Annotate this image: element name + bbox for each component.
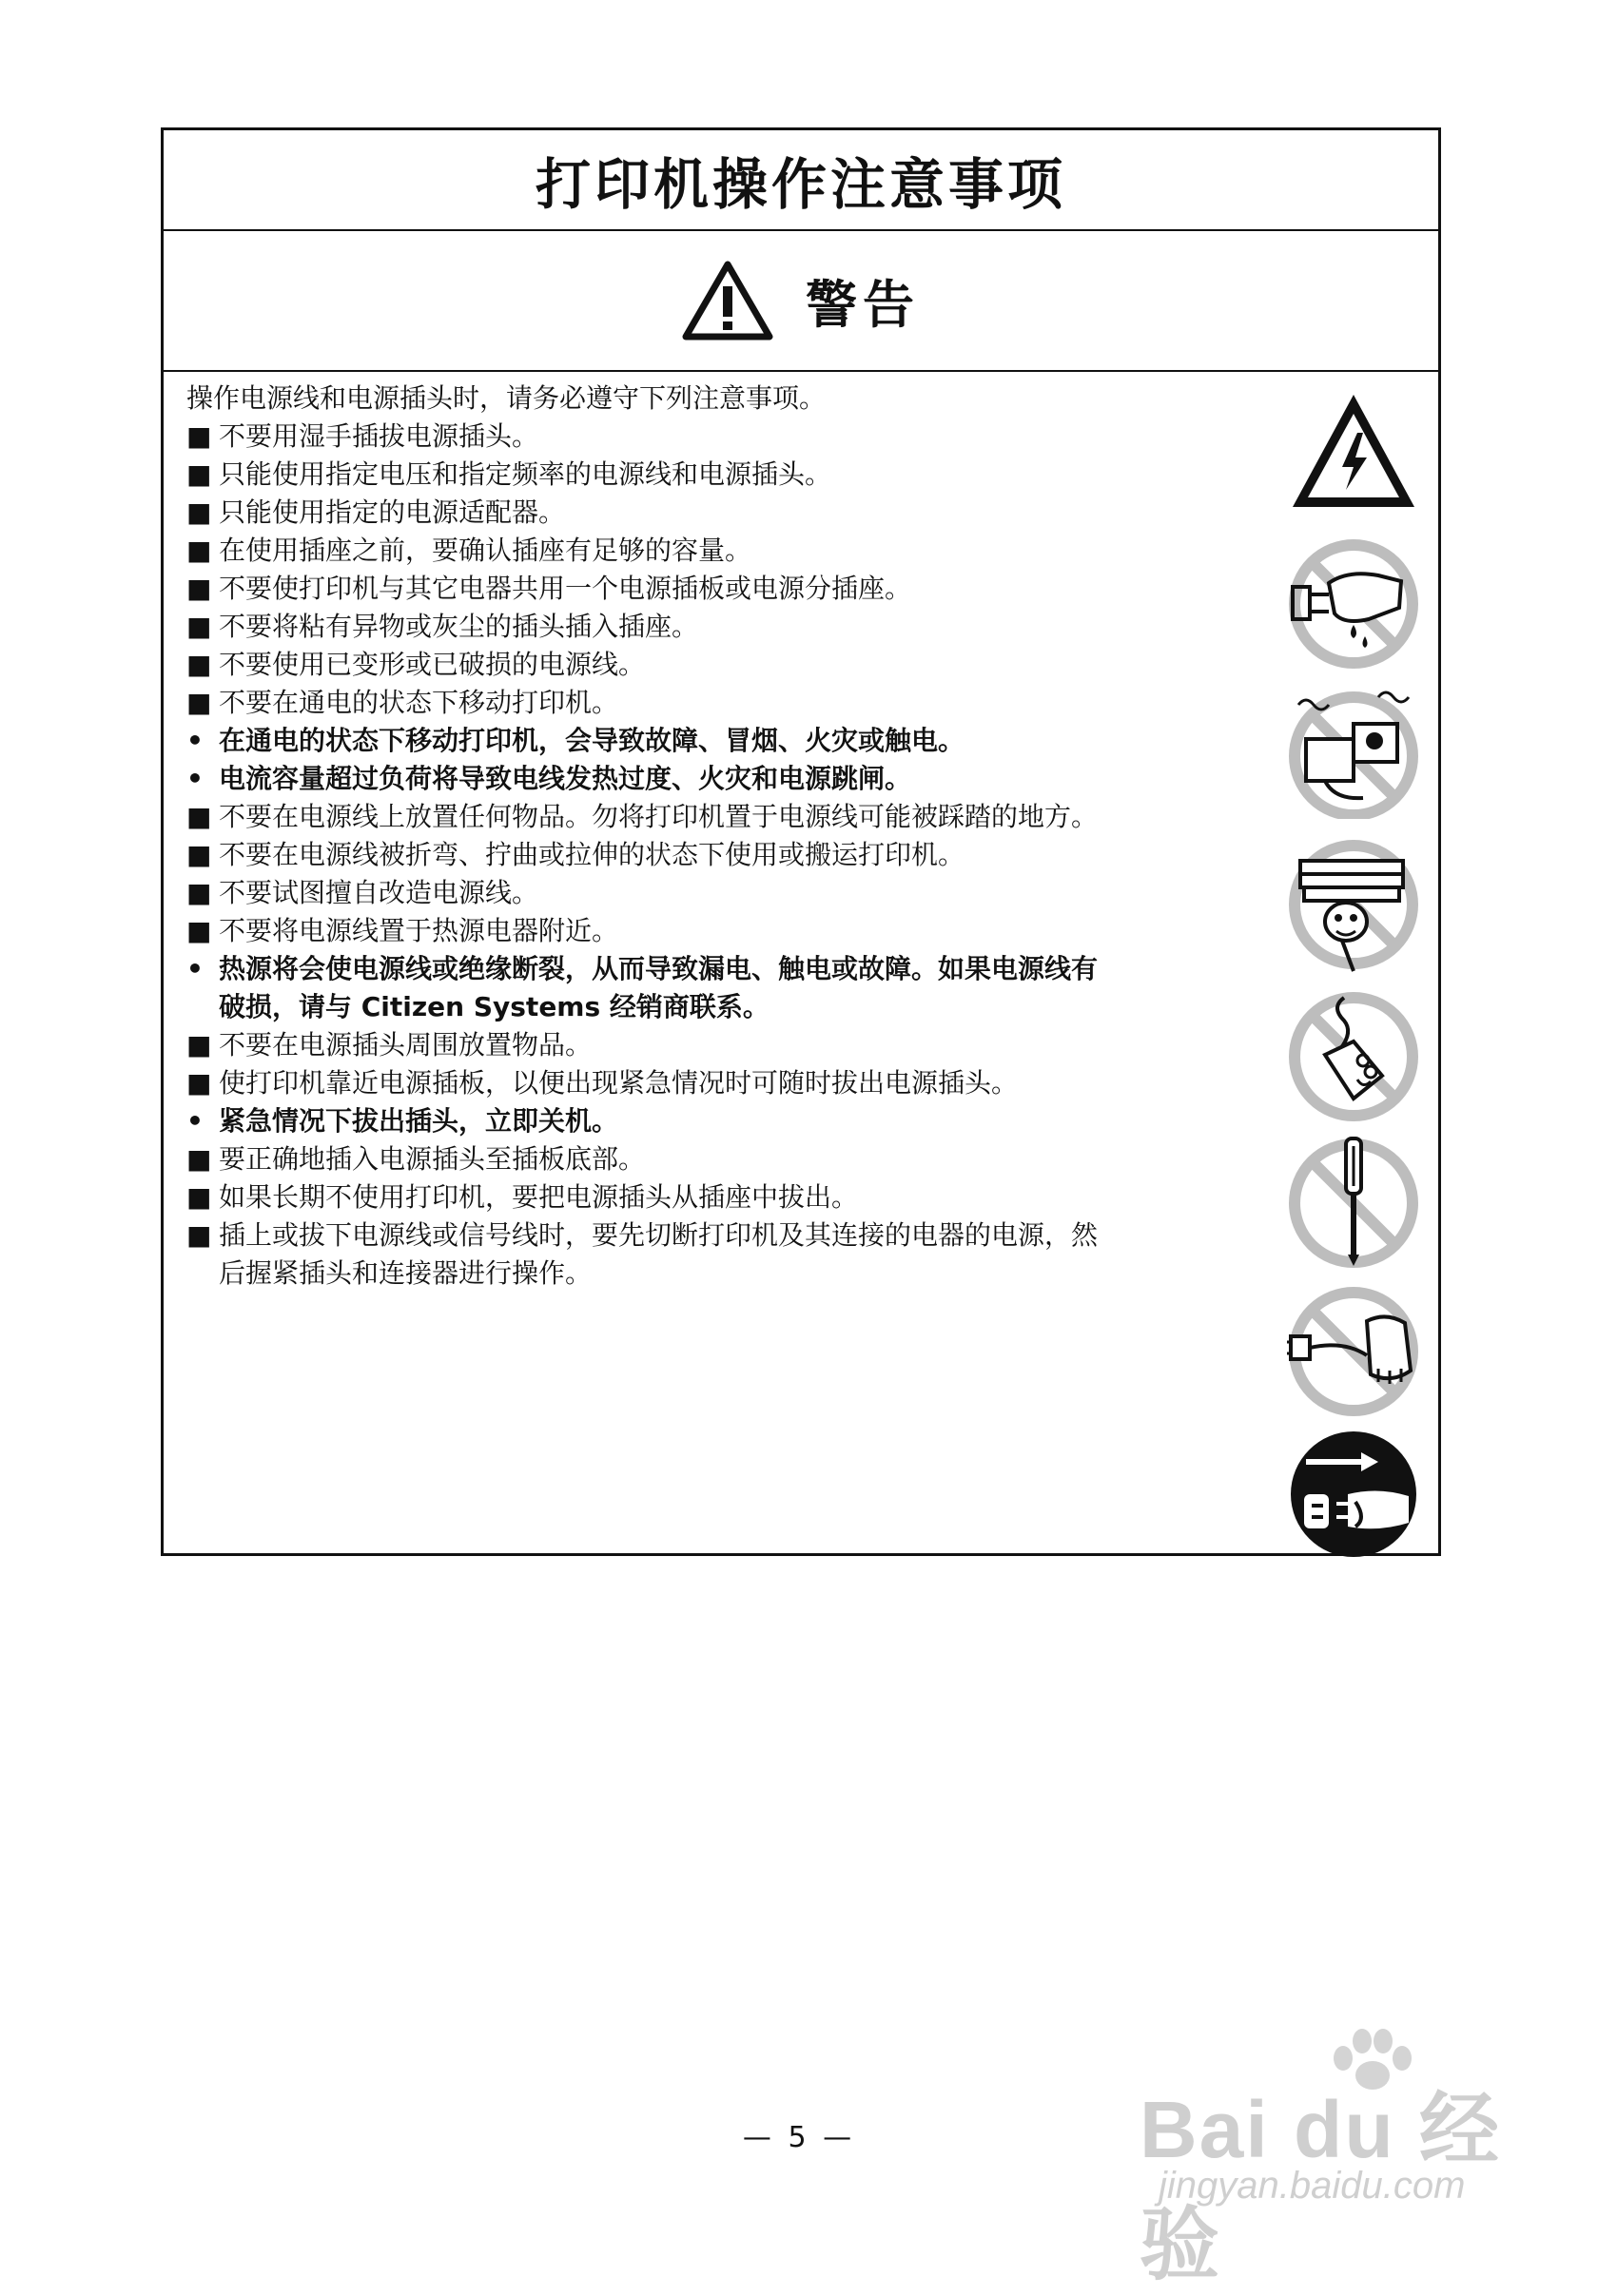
list-item-text: 紧急情况下拔出插头，立即关机。 [219, 1105, 619, 1137]
list-item-text: 只能使用指定电压和指定频率的电源线和电源插头。 [219, 458, 832, 490]
baidu-jingyan-watermark [1130, 2026, 1549, 2289]
square-bullet-icon: ■ [186, 877, 212, 908]
unplug-icon [1287, 1428, 1420, 1561]
list-item [186, 1178, 1299, 1216]
list-item-text: 不要在电源线被折弯、拧曲或拉伸的状态下使用或搬运打印机。 [219, 839, 965, 870]
square-bullet-icon: ■ [186, 839, 212, 870]
list-item-text: 后握紧插头和连接器进行操作。 [219, 1257, 593, 1289]
dot-bullet-icon: • [186, 763, 204, 794]
list-item [186, 836, 1299, 874]
square-bullet-icon: ■ [186, 649, 212, 680]
list-item [186, 494, 1299, 532]
title-row [164, 130, 1438, 231]
list-item [186, 950, 1299, 988]
list-item-text: 不要使用已变形或已破损的电源线。 [219, 649, 646, 680]
list-item [186, 532, 1299, 570]
square-bullet-icon: ■ [186, 1067, 212, 1099]
list-item-text: 热源将会使电源线或绝缘断裂，从而导致漏电、触电或故障。如果电源线有 [219, 953, 1099, 984]
warning-label: 警告 [806, 274, 920, 335]
no-modify-cord-icon [1287, 988, 1420, 1121]
items-container [186, 418, 1299, 1293]
list-item-text: 在通电的状态下移动打印机，会导致故障、冒烟、火灾或触电。 [219, 725, 965, 756]
list-item-text: 要正确地插入电源插头至插板底部。 [219, 1143, 646, 1175]
list-item [186, 418, 1299, 456]
dot-bullet-icon: • [186, 953, 204, 984]
square-bullet-icon: ■ [186, 611, 212, 642]
square-bullet-icon: ■ [186, 496, 212, 528]
list-item [186, 912, 1299, 950]
no-pull-cord-icon [1287, 1283, 1420, 1416]
square-bullet-icon: ■ [186, 458, 212, 490]
list-item-text: 不要将电源线置于热源电器附近。 [219, 915, 619, 946]
warning-triangle-icon [682, 260, 773, 341]
list-item-text: 只能使用指定的电源适配器。 [219, 496, 566, 528]
list-item-text: 电流容量超过负荷将导致电线发热过度、火灾和电源跳闸。 [219, 763, 912, 794]
list-item [186, 608, 1299, 646]
no-wet-hands-icon [1287, 537, 1420, 671]
list-item [186, 1140, 1299, 1178]
list-item-text: 不要试图擅自改造电源线。 [219, 877, 539, 908]
page-title: 打印机操作注意事项 [535, 152, 1066, 217]
list-item-text: 破损，请与 Citizen Systems 经销商联系。 [219, 991, 770, 1022]
list-item [186, 760, 1299, 798]
list-item [186, 1216, 1299, 1255]
list-item-text: 不要在通电的状态下移动打印机。 [219, 687, 619, 718]
list-item-text: 不要在电源线上放置任何物品。勿将打印机置于电源线可能被踩踏的地方。 [219, 801, 1099, 832]
list-item-text: 不要将粘有异物或灰尘的插头插入插座。 [219, 611, 699, 642]
intro-text: 操作电源线和电源插头时，请务必遵守下列注意事项。 [186, 382, 827, 414]
warning-frame [161, 127, 1441, 1556]
list-item [186, 988, 1299, 1026]
list-item-text: 插上或拔下电源线或信号线时，要先切断打印机及其连接的电器的电源，然 [219, 1219, 1099, 1251]
list-item [186, 1064, 1299, 1102]
page-number: — 5 — [742, 2121, 856, 2154]
square-bullet-icon: ■ [186, 1029, 212, 1060]
list-item [186, 1102, 1299, 1140]
square-bullet-icon: ■ [186, 573, 212, 604]
list-item [186, 684, 1299, 722]
no-heavy-objects-on-cord-icon [1287, 832, 1420, 975]
dot-bullet-icon: • [186, 1105, 204, 1137]
square-bullet-icon: ■ [186, 687, 212, 718]
square-bullet-icon: ■ [186, 1219, 212, 1251]
watermark-brand: Bai du 经验 [1140, 2085, 1502, 2289]
list-item-text: 不要在电源插头周围放置物品。 [219, 1029, 593, 1060]
electric-shock-warning-icon [1287, 389, 1420, 513]
list-item [186, 874, 1299, 912]
square-bullet-icon: ■ [186, 420, 212, 452]
list-item [186, 456, 1299, 494]
precautions-list [186, 379, 1299, 1293]
dot-bullet-icon: • [186, 725, 204, 756]
list-item-text: 如果长期不使用打印机，要把电源插头从插座中拔出。 [219, 1181, 859, 1213]
list-item [186, 1026, 1299, 1064]
no-disassemble-icon [1287, 1135, 1420, 1268]
square-bullet-icon: ■ [186, 1181, 212, 1213]
list-item [186, 646, 1299, 684]
list-item-text: 使打印机靠近电源插板，以便出现紧急情况时可随时拔出电源插头。 [219, 1067, 1019, 1099]
watermark-url: jingyan.baidu.com [1159, 2165, 1466, 2207]
list-item-text: 不要使打印机与其它电器共用一个电源插板或电源分插座。 [219, 573, 912, 604]
no-moving-while-powered-icon [1287, 686, 1420, 819]
warning-header [164, 231, 1438, 372]
square-bullet-icon: ■ [186, 1143, 212, 1175]
square-bullet-icon: ■ [186, 535, 212, 566]
list-item [186, 570, 1299, 608]
list-item-text: 不要用湿手插拔电源插头。 [219, 420, 539, 452]
square-bullet-icon: ■ [186, 801, 212, 832]
list-item [186, 798, 1299, 836]
list-item [186, 1255, 1299, 1293]
list-item-text: 在使用插座之前，要确认插座有足够的容量。 [219, 535, 752, 566]
list-item [186, 722, 1299, 760]
square-bullet-icon: ■ [186, 915, 212, 946]
